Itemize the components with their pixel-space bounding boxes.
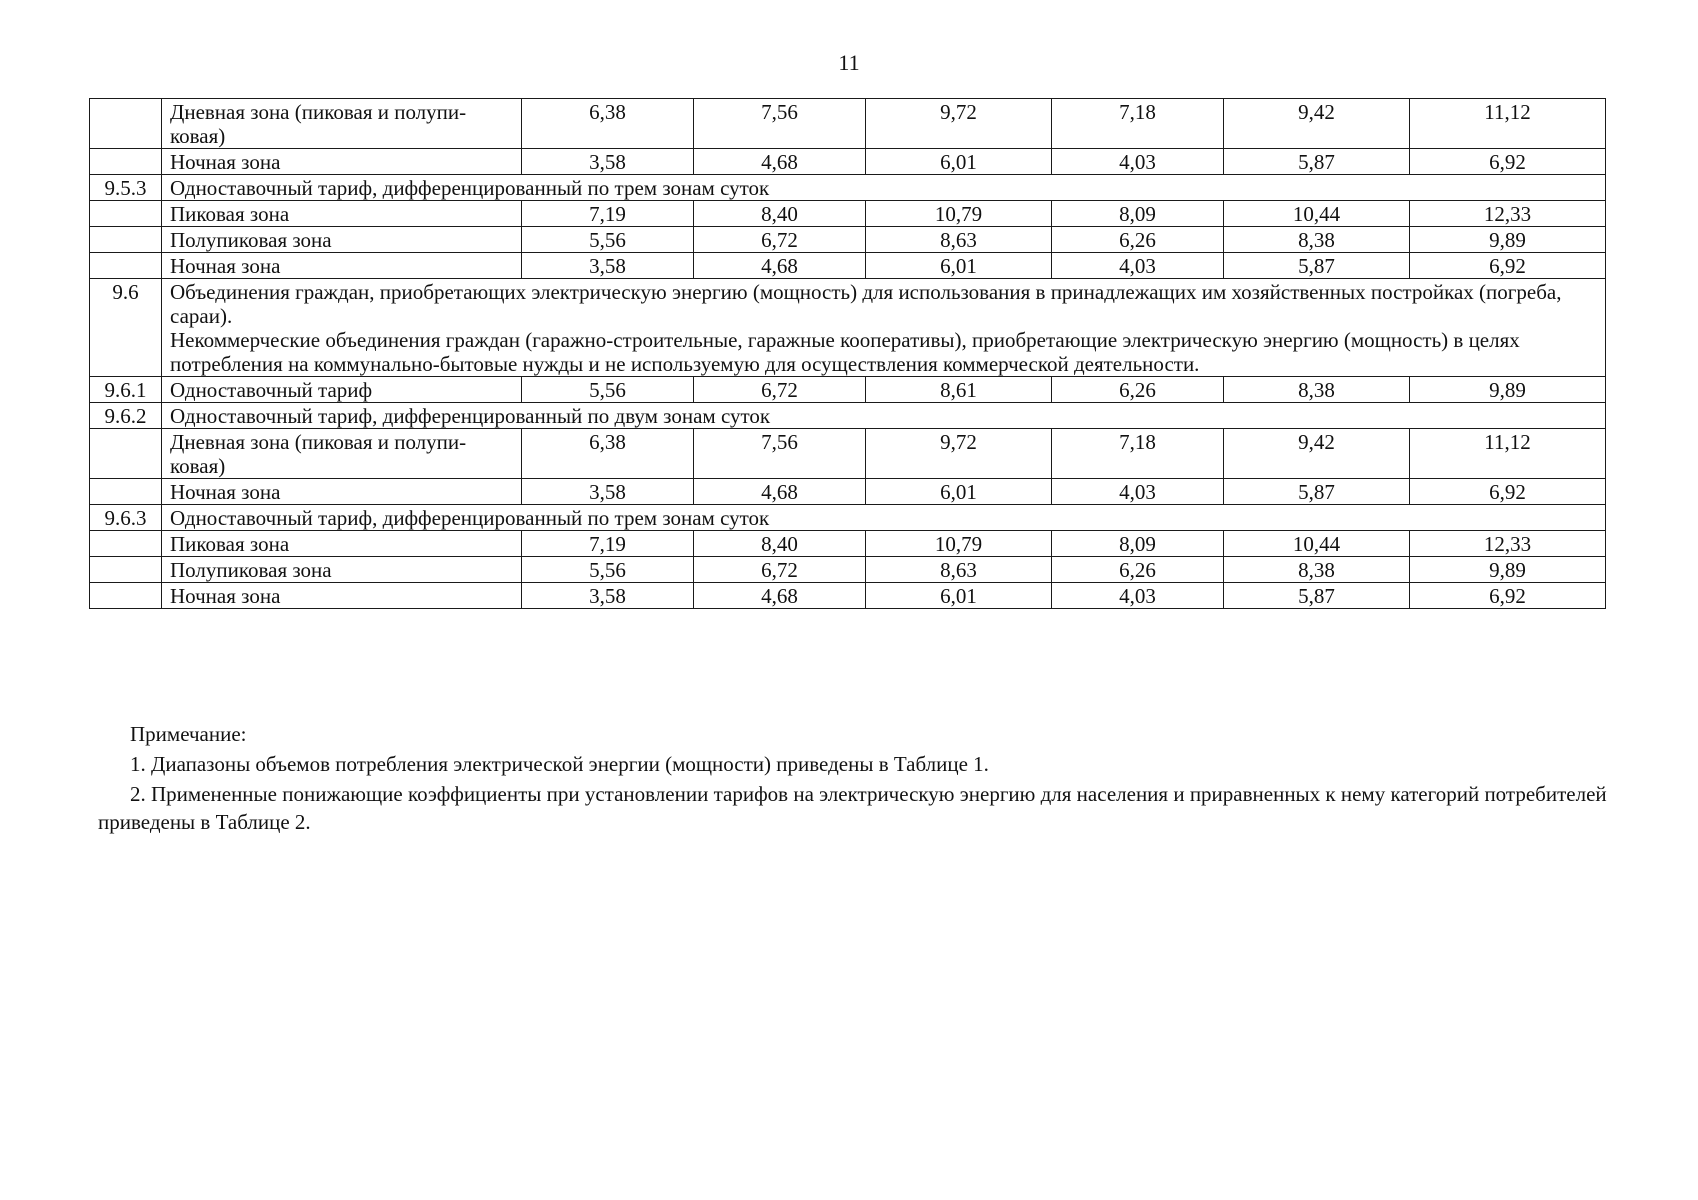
tariff-value: 6,26 xyxy=(1052,557,1224,583)
tariff-value: 10,79 xyxy=(866,201,1052,227)
notes-section xyxy=(98,720,1608,838)
tariff-value: 5,56 xyxy=(522,377,694,403)
tariff-value: 4,03 xyxy=(1052,253,1224,279)
tariff-value: 6,38 xyxy=(522,429,694,479)
tariff-value: 3,58 xyxy=(522,479,694,505)
note-item: 1. Диапазоны объемов потребления электрической энергии (мощности) приведены в Таблице 1. xyxy=(130,752,989,776)
row-number: 9.5.3 xyxy=(90,175,162,201)
tariff-value: 6,72 xyxy=(694,377,866,403)
tariff-value: 9,89 xyxy=(1410,227,1606,253)
tariff-header: Одноставочный тариф, дифференцированный по трем зонам суток xyxy=(162,505,1606,531)
tariff-value: 6,92 xyxy=(1410,583,1606,609)
tariff-value: 5,87 xyxy=(1224,479,1410,505)
tariff-header: Одноставочный тариф, дифференцированный по трем зонам суток xyxy=(162,175,1606,201)
tariff-value: 5,87 xyxy=(1224,253,1410,279)
row-number xyxy=(90,149,162,175)
tariff-value: 7,18 xyxy=(1052,99,1224,149)
table-row xyxy=(90,531,1606,557)
tariff-value: 8,09 xyxy=(1052,531,1224,557)
tariff-value: 9,42 xyxy=(1224,99,1410,149)
table-row xyxy=(90,149,1606,175)
tariff-value: 3,58 xyxy=(522,149,694,175)
table-row xyxy=(90,253,1606,279)
tariff-value: 8,63 xyxy=(866,557,1052,583)
tariff-value: 4,03 xyxy=(1052,479,1224,505)
table-row xyxy=(90,175,1606,201)
tariff-value: 8,63 xyxy=(866,227,1052,253)
page-number: 11 xyxy=(838,50,860,75)
zone-label: Полупиковая зона xyxy=(162,227,522,253)
tariff-value: 10,44 xyxy=(1224,531,1410,557)
row-number: 9.6.1 xyxy=(90,377,162,403)
tariff-value: 7,18 xyxy=(1052,429,1224,479)
tariff-value: 6,72 xyxy=(694,557,866,583)
table-row xyxy=(90,377,1606,403)
row-number: 9.6.2 xyxy=(90,403,162,429)
tariff-value: 8,61 xyxy=(866,377,1052,403)
tariff-value: 6,26 xyxy=(1052,227,1224,253)
tariff-value: 5,56 xyxy=(522,557,694,583)
zone-label: Ночная зона xyxy=(162,479,522,505)
row-number xyxy=(90,583,162,609)
tariff-value: 6,01 xyxy=(866,479,1052,505)
tariff-value: 11,12 xyxy=(1410,99,1606,149)
table-row xyxy=(90,479,1606,505)
tariff-value: 12,33 xyxy=(1410,531,1606,557)
tariff-value: 4,68 xyxy=(694,149,866,175)
tariff-value: 3,58 xyxy=(522,253,694,279)
note-item: 2. Примененные понижающие коэффициенты при установлении тарифов на электрическую энергию для населения и приравненных к нему категорий потребителей приведены в Таблице 2. xyxy=(98,782,1607,834)
zone-label: Ночная зона xyxy=(162,583,522,609)
zone-label: Полупиковая зона xyxy=(162,557,522,583)
zone-label: Пиковая зона xyxy=(162,201,522,227)
row-number xyxy=(90,429,162,479)
row-number xyxy=(90,201,162,227)
tariff-value: 7,56 xyxy=(694,99,866,149)
tariff-value: 10,79 xyxy=(866,531,1052,557)
table-row xyxy=(90,201,1606,227)
tariff-value: 7,19 xyxy=(522,201,694,227)
zone-label: Дневная зона (пиковая и полупи-ковая) xyxy=(162,99,522,149)
tariff-value: 5,56 xyxy=(522,227,694,253)
table-row xyxy=(90,403,1606,429)
row-number xyxy=(90,531,162,557)
tariff-value: 8,40 xyxy=(694,531,866,557)
description-paragraph: Объединения граждан, приобретающих электрическую энергию (мощность) для использования в принадлежащих им хозяйственных постройках (погреба, сараи). xyxy=(170,280,1562,328)
tariff-table xyxy=(89,98,1606,609)
tariff-value: 3,58 xyxy=(522,583,694,609)
tariff-value: 8,38 xyxy=(1224,557,1410,583)
description-paragraph: Некоммерческие объединения граждан (гаражно-строительные, гаражные кооперативы), приобретающие электрическую энергию (мощность) в целях потребления на коммунально-бытовые нужды и не используемую для осуществления коммерческой деятельности. xyxy=(170,328,1520,376)
tariff-value: 6,92 xyxy=(1410,253,1606,279)
tariff-value: 11,12 xyxy=(1410,429,1606,479)
tariff-value: 5,87 xyxy=(1224,583,1410,609)
row-number xyxy=(90,253,162,279)
zone-label: Одноставочный тариф xyxy=(162,377,522,403)
tariff-value: 6,01 xyxy=(866,149,1052,175)
table-row xyxy=(90,505,1606,531)
tariff-value: 5,87 xyxy=(1224,149,1410,175)
tariff-value: 8,09 xyxy=(1052,201,1224,227)
tariff-value: 6,26 xyxy=(1052,377,1224,403)
tariff-value: 10,44 xyxy=(1224,201,1410,227)
tariff-value: 6,01 xyxy=(866,583,1052,609)
table-row xyxy=(90,583,1606,609)
tariff-value: 6,72 xyxy=(694,227,866,253)
row-number xyxy=(90,557,162,583)
table-row xyxy=(90,429,1606,479)
tariff-value: 8,40 xyxy=(694,201,866,227)
tariff-value: 9,89 xyxy=(1410,557,1606,583)
tariff-value: 4,68 xyxy=(694,479,866,505)
tariff-value: 9,42 xyxy=(1224,429,1410,479)
tariff-value: 7,19 xyxy=(522,531,694,557)
table-row xyxy=(90,279,1606,377)
zone-label: Пиковая зона xyxy=(162,531,522,557)
tariff-value: 6,01 xyxy=(866,253,1052,279)
row-number xyxy=(90,479,162,505)
tariff-value: 9,72 xyxy=(866,429,1052,479)
tariff-value: 6,92 xyxy=(1410,479,1606,505)
row-number: 9.6 xyxy=(90,279,162,377)
tariff-value: 7,56 xyxy=(694,429,866,479)
tariff-value: 4,68 xyxy=(694,583,866,609)
tariff-value: 4,03 xyxy=(1052,149,1224,175)
row-number xyxy=(90,99,162,149)
tariff-value: 12,33 xyxy=(1410,201,1606,227)
row-number: 9.6.3 xyxy=(90,505,162,531)
tariff-value: 4,03 xyxy=(1052,583,1224,609)
tariff-value: 4,68 xyxy=(694,253,866,279)
notes-title: Примечание: xyxy=(130,722,247,746)
tariff-header: Одноставочный тариф, дифференцированный по двум зонам суток xyxy=(162,403,1606,429)
table-row xyxy=(90,227,1606,253)
tariff-value: 9,72 xyxy=(866,99,1052,149)
row-number xyxy=(90,227,162,253)
zone-label: Ночная зона xyxy=(162,149,522,175)
table-row xyxy=(90,99,1606,149)
zone-label: Дневная зона (пиковая и полупи-ковая) xyxy=(162,429,522,479)
tariff-value: 9,89 xyxy=(1410,377,1606,403)
tariff-value: 8,38 xyxy=(1224,377,1410,403)
tariff-value: 6,38 xyxy=(522,99,694,149)
tariff-value: 8,38 xyxy=(1224,227,1410,253)
zone-label: Ночная зона xyxy=(162,253,522,279)
table-row xyxy=(90,557,1606,583)
tariff-value: 6,92 xyxy=(1410,149,1606,175)
category-description xyxy=(162,279,1606,377)
